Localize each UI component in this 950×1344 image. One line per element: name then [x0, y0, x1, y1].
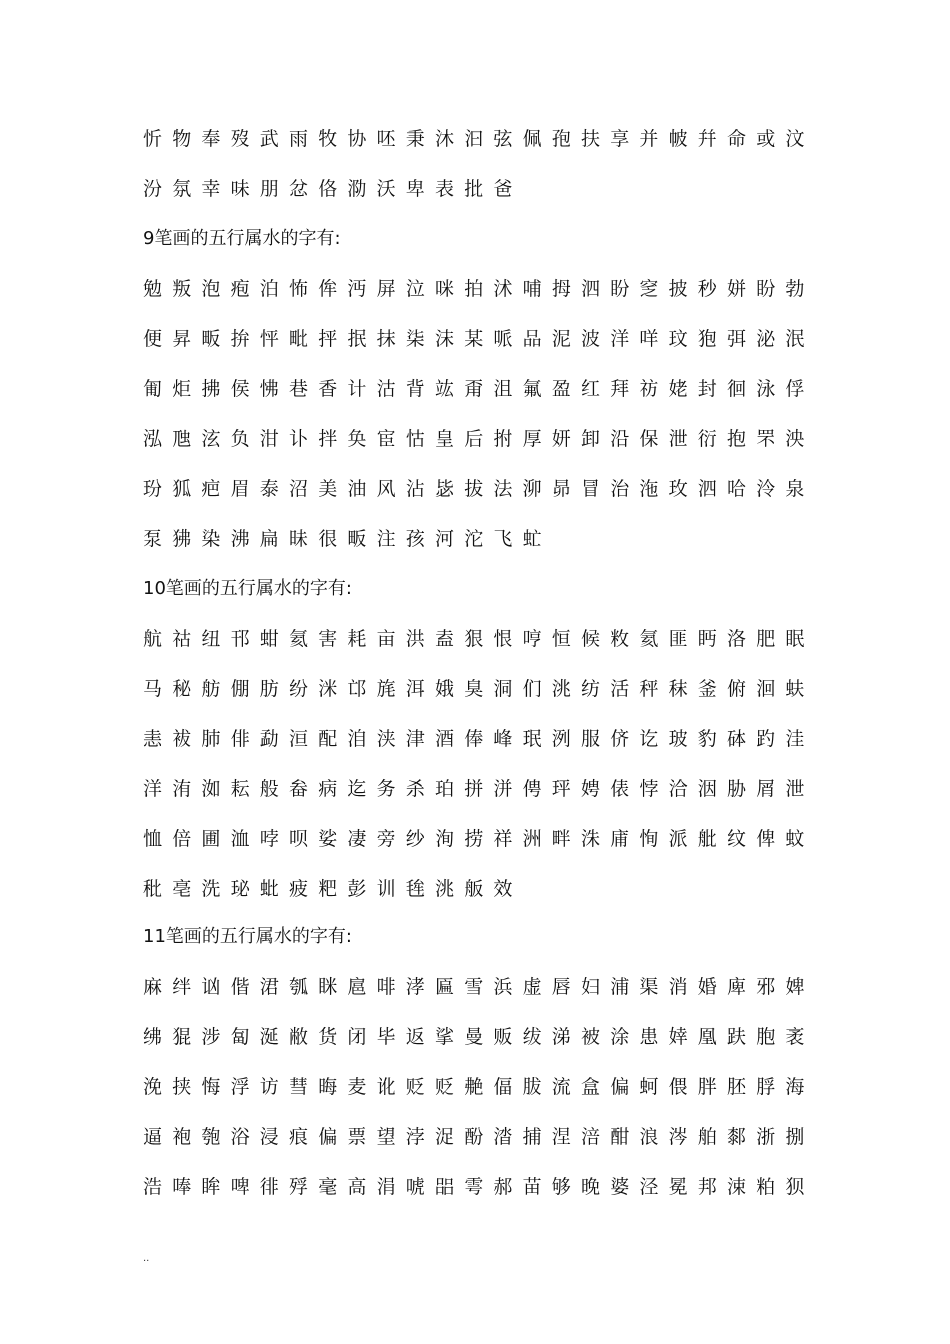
- text-line: 绋猑涉匐涎敝货闭毕返挲曼贩绂涕被涂患婞凰趺胞袤: [143, 1026, 815, 1048]
- text-line: 匍炬拂侯怫巷香计沽背竑甭沮氟盈红拜祊姥封徊泳俘: [143, 378, 815, 400]
- text-line: 泵狒染沸扁昧很畈注孩河沱飞虻: [143, 528, 552, 550]
- text-line: 忻物奉歿武雨牧协呸秉沐汩弦佩孢扶享并帔幷命或汶: [143, 128, 815, 150]
- text-line: 恤倍圃洫哱呗娑凄旁纱洵捞祥洲畔洙庯恂派舭纹俾蚊: [143, 828, 815, 850]
- text-line: 航祜纽邗蚶氦害耗亩洪盍狠恨哼恒候敉氦匪眄洛肥眠: [143, 628, 815, 650]
- text-line: 汾氛幸味朋忿佫泐沃卑表批爸: [143, 178, 523, 200]
- text-line: 麻绊讻偕涒瓠眯扈啡涍匾雪浜虚唇妇浦渠消婚庳邪婢: [143, 976, 815, 998]
- text-line: 逼袍匏浴浸痕偏票望浡浞酚涾捕涅涪酣浪涔舶䣛浙捌: [143, 1126, 815, 1148]
- text-line: 泓虺泫负泔讣拌奂宦怙皇后拊厚妍卸沿保泄衍抱罘泱: [143, 428, 815, 450]
- text-line: 浩唪眸啤徘殍毫高涓唬㗊雩郝苗够晚婆泾冕邦涑粕狈: [143, 1176, 815, 1198]
- text-line: 洋洧洳耘般畚病迄务杀珀拼洴俜玶娉俵悖洽洇胁屑泄: [143, 778, 815, 800]
- section-heading-9-strokes: 9笔画的五行属水的字有:: [143, 228, 341, 249]
- footer-mark: ..: [143, 1253, 150, 1264]
- text-line: 勉叛泡疱泊怖侔沔屏泣咪拍沭哺拇泗盼窆披秒姘盼勃: [143, 278, 815, 300]
- text-line: 恚袚肺俳勐洹配洎浃津酒俸峰珉洌服侪讫玻豹砵趵洼: [143, 728, 815, 750]
- text-line: 秕亳洗珌蚍疲粑彭训毪洮舨效: [143, 878, 523, 900]
- text-line: 玢狐疤眉泰沼美油风沾毖拔法泖昴冒治沲玫泗哈泠泉: [143, 478, 815, 500]
- text-line: 浼挟悔浮访彗晦麦讹贬贬艴偪胈流盒偏蚵偎胖胚脬海: [143, 1076, 815, 1098]
- text-line: 马秘舫倗肪纷洣邙旄洱娥臭洞们洮纺活秤秣釜俯洄蚨: [143, 678, 815, 700]
- text-line: 便昇畈拚怦毗抨抿抹柒沫某哌品泥波洋咩玟狍弭泌泯: [143, 328, 815, 350]
- section-heading-11-strokes: 11笔画的五行属水的字有:: [143, 926, 352, 947]
- section-heading-10-strokes: 10笔画的五行属水的字有:: [143, 578, 352, 599]
